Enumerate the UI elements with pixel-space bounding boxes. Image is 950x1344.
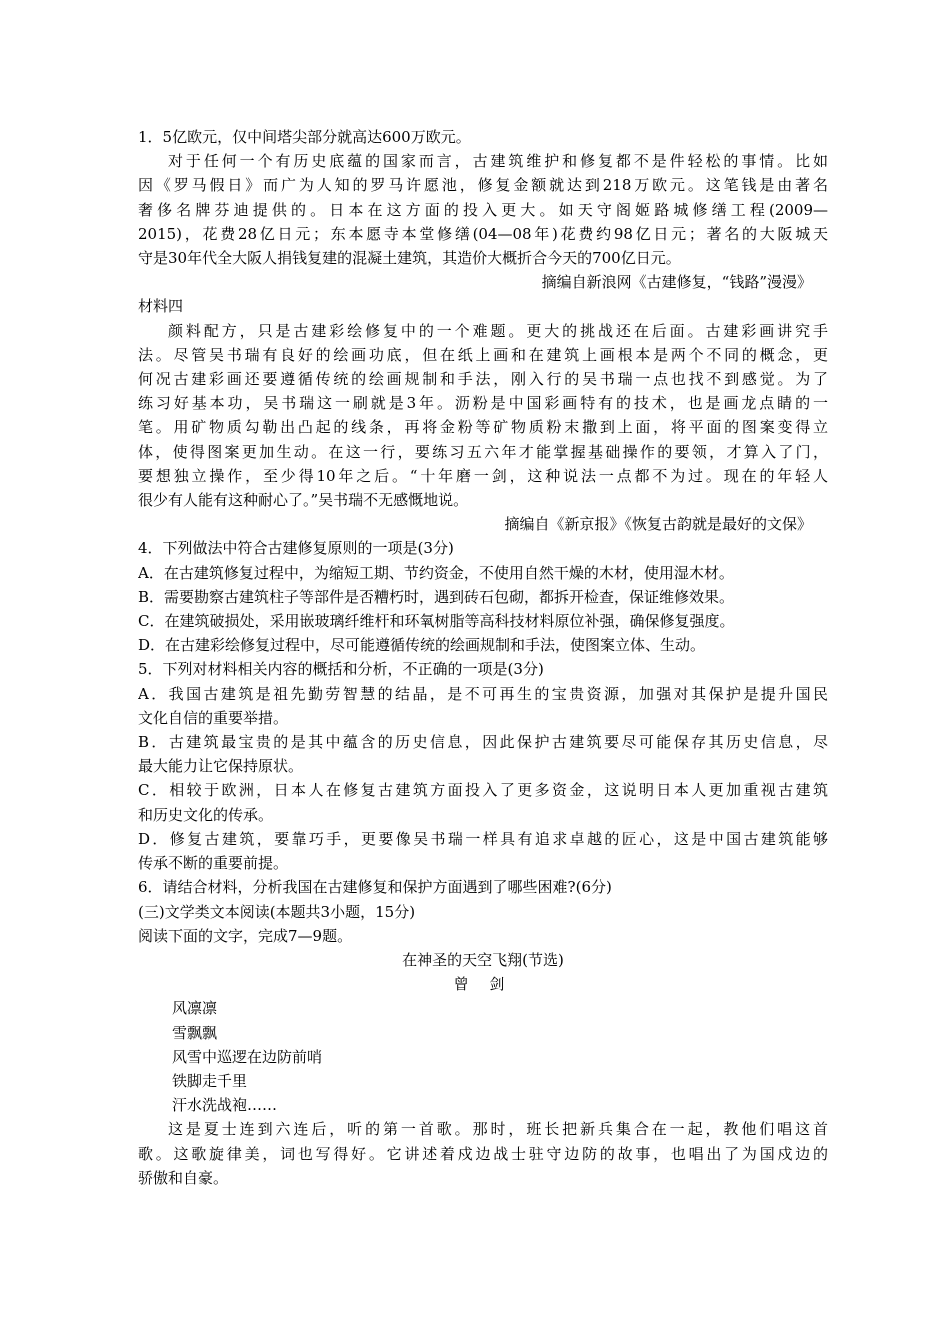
material4-source: 摘编自《新京报》《恢复古韵就是最好的文保》 — [504, 515, 812, 534]
question-4-option-a: A．在古建筑修复过程中，为缩短工期、节约资金，不使用自然干燥的木材，使用湿木材。 — [138, 563, 734, 582]
material3-line-6: 守是30年代全大阪人捐钱复建的混凝土建筑，其造价大概折合今天的700亿日元。 — [138, 249, 681, 268]
material4-heading: 材料四 — [138, 297, 184, 316]
material3-source: 摘编自新浪网《古建修复，“钱路”漫漫》 — [541, 273, 812, 292]
question-5-option-c-line-1: C．相较于欧洲，日本人在修复古建筑方面投入了更多资金，这说明日本人更加重视古建筑 — [138, 781, 828, 800]
material4-line-7: 要想独立操作，至少得10年之后。“十年磨一剑，这种说法一点都不为过。现在的年轻人 — [138, 466, 828, 485]
question-4-stem: 4．下列做法中符合古建修复原则的一项是(3分) — [138, 539, 454, 558]
question-4-option-c: C．在建筑破损处，采用嵌玻璃纤维杆和环氧树脂等高科技材料原位补强，确保修复强度。 — [138, 612, 735, 631]
story-author: 曾 剑 — [453, 975, 513, 994]
poem-line-4: 铁脚走千里 — [172, 1071, 248, 1090]
question-5-option-a-line-2: 文化自信的重要举措。 — [138, 708, 289, 727]
material4-line-4: 练习好基本功，吴书瑞这一刷就是3年。沥粉是中国彩画特有的技术，也是画龙点睛的一 — [138, 394, 828, 413]
material4-line-1: 颜料配方，只是古建彩绘修复中的一个难题。更大的挑战还在后面。古建彩画讲究手 — [168, 321, 828, 340]
material4-line-6: 体，使得图案更加生动。在这一行，要练习五六年才能掌握基础操作的要领，才算入了门， — [138, 442, 828, 461]
poem-line-1: 风凛凛 — [172, 999, 218, 1018]
poem-line-2: 雪飘飘 — [172, 1023, 218, 1042]
story-paragraph-line-1: 这是夏士连到六连后，听的第一首歌。那时，班长把新兵集合在一起，教他们唱这首 — [168, 1120, 828, 1139]
question-5-option-d-line-1: D．修复古建筑，要靠巧手，更要像吴书瑞一样具有追求卓越的匠心，这是中国古建筑能够 — [138, 829, 828, 848]
material3-line-2: 对于任何一个有历史底蕴的国家而言，古建筑维护和修复都不是件轻松的事情。比如 — [168, 152, 828, 171]
material3-line-4: 奢侈名牌芬迪提供的。日本在这方面的投入更大。如天守阁姬路城修缮工程(2009— — [138, 200, 828, 219]
material3-line-5: 2015)，花费28亿日元；东本愿寺本堂修缮(04—08年)花费约98亿日元；著名的大阪城天 — [138, 224, 828, 243]
question-5-option-c-line-2: 和历史文化的传承。 — [138, 805, 274, 824]
question-4-option-d: D．在古建彩绘修复过程中，尽可能遵循传统的绘画规制和手法，使图案立体、生动。 — [138, 636, 706, 655]
question-4-option-b: B．需要勘察古建筑柱子等部件是否糟朽时，遇到砖石包砌，都拆开检查，保证维修效果。 — [138, 587, 735, 606]
story-paragraph-line-3: 骄傲和自豪。 — [138, 1168, 229, 1187]
section-3-heading: (三)文学类文本阅读(本题共3小题，15分) — [138, 902, 416, 921]
section-3-instruction: 阅读下面的文字，完成7—9题。 — [138, 926, 353, 945]
story-paragraph-line-2: 歌。这歌旋律美，词也写得好。它讲述着戍边战士驻守边防的故事，也唱出了为国戍边的 — [138, 1144, 828, 1163]
poem-line-3: 风雪中巡逻在边防前哨 — [172, 1047, 323, 1066]
material3-line-1: 1．5亿欧元，仅中间塔尖部分就高达600万欧元。 — [138, 128, 471, 146]
question-6-stem: 6．请结合材料，分析我国在古建修复和保护方面遇到了哪些困难?(6分) — [138, 878, 612, 897]
material4-line-8: 很少有人能有这种耐心了。”吴书瑞不无感慨地说。 — [138, 491, 469, 510]
material4-line-3: 何况古建彩画还要遵循传统的绘画规制和手法，刚入行的吴书瑞一点也找不到感觉。为了 — [138, 370, 828, 389]
material4-line-2: 法。尽管吴书瑞有良好的绘画功底，但在纸上画和在建筑上画根本是两个不同的概念，更 — [138, 345, 828, 364]
material3-line-3: 因《罗马假日》而广为人知的罗马许愿池，修复金额就达到218万欧元。这笔钱是由著名 — [138, 176, 828, 195]
question-5-option-d-line-2: 传承不断的重要前提。 — [138, 854, 289, 873]
question-5-option-b-line-1: B．古建筑最宝贵的是其中蕴含的历史信息，因此保护古建筑要尽可能保存其历史信息，尽 — [138, 733, 828, 752]
question-5-stem: 5．下列对材料相关内容的概括和分析，不正确的一项是(3分) — [138, 660, 544, 679]
story-title: 在神圣的天空飞翔(节选) — [402, 950, 564, 969]
material4-line-5: 笔。用矿物质勾勒出凸起的线条，再将金粉等矿物质粉末撒到上面，将平面的图案变得立 — [138, 418, 828, 437]
question-5-option-b-line-2: 最大能力让它保持原状。 — [138, 757, 304, 776]
exam-page — [138, 125, 828, 1190]
poem-line-5: 汗水洗战袍…… — [172, 1096, 278, 1115]
question-5-option-a-line-1: A．我国古建筑是祖先勤劳智慧的结晶，是不可再生的宝贵资源，加强对其保护是提升国民 — [138, 684, 828, 703]
